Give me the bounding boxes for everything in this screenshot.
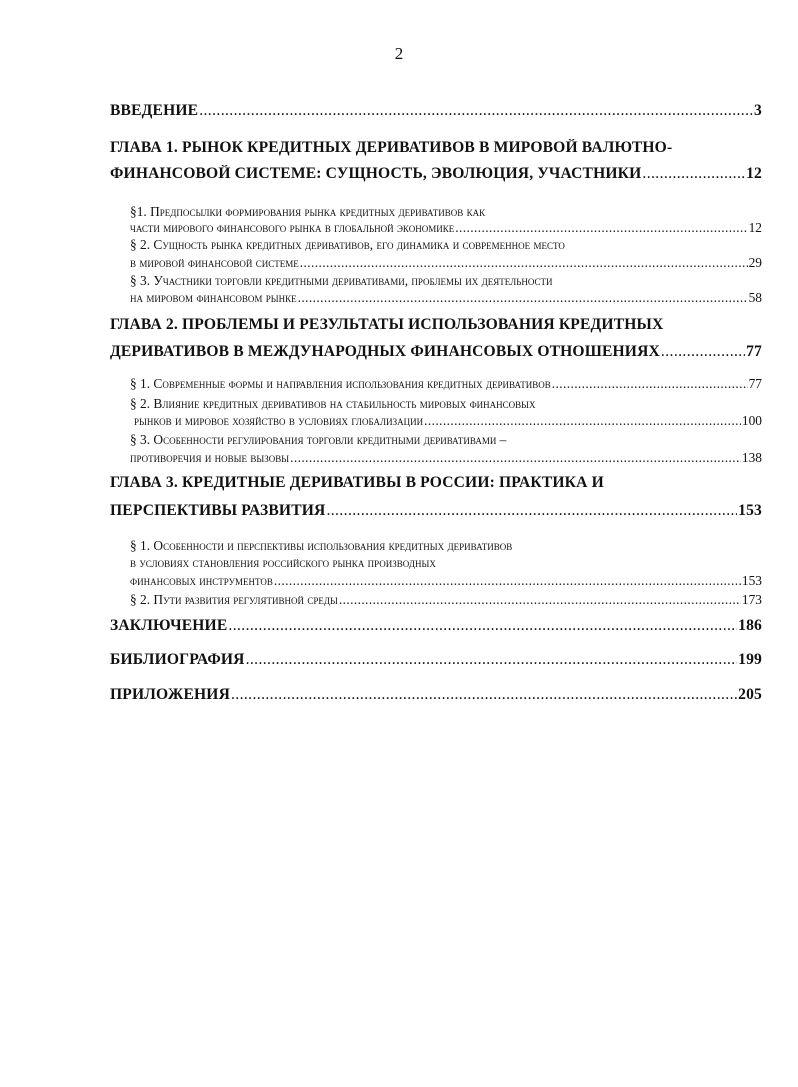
dot-leader xyxy=(231,686,737,704)
toc-section-2-2-line-2 xyxy=(110,413,762,429)
toc-page-number: 3 xyxy=(754,102,762,119)
toc-entry-title: противоречия и новые вызовы xyxy=(130,450,290,465)
dot-leader xyxy=(424,413,741,429)
toc-entry-title: § 1. Современные формы и направления использования кредитных деривативов xyxy=(130,376,551,391)
toc-entry-title: финансовых инструментов xyxy=(130,573,273,588)
toc-page-number: 58 xyxy=(748,290,762,305)
toc-section-3-1-line-3 xyxy=(110,573,762,589)
dot-leader xyxy=(339,592,741,608)
toc-page-number: 199 xyxy=(738,651,762,668)
dot-leader xyxy=(290,450,741,466)
toc-page-number: 173 xyxy=(741,592,762,607)
toc-page-number: 29 xyxy=(748,255,762,270)
page-number: 2 xyxy=(394,44,404,63)
toc-page-number: 77 xyxy=(746,343,762,360)
dot-leader xyxy=(300,255,748,271)
toc-page-number: 205 xyxy=(738,686,762,703)
dot-leader xyxy=(246,651,738,669)
dot-leader xyxy=(642,165,745,183)
toc-section-1-3-line-1 xyxy=(110,273,762,289)
toc-chapter-1-title-line-2 xyxy=(110,165,762,183)
toc-entry-title: § 3. Участники торговли кредитными деривативами, проблемы их деятельности xyxy=(130,273,553,288)
toc-entry-title: ДЕРИВАТИВОВ В МЕЖДУНАРОДНЫХ ФИНАНСОВЫХ ОТНОШЕНИЯХ xyxy=(110,343,660,360)
toc-page-number: 138 xyxy=(741,450,762,465)
dot-leader xyxy=(455,220,747,236)
toc-chapter-3-title-line-1 xyxy=(110,474,762,492)
dot-leader xyxy=(661,343,745,361)
toc-entry-title: ГЛАВА 2. ПРОБЛЕМЫ И РЕЗУЛЬТАТЫ ИСПОЛЬЗОВАНИЯ КРЕДИТНЫХ xyxy=(110,316,664,333)
dot-leader xyxy=(298,290,748,306)
toc-entry-title: ЗАКЛЮЧЕНИЕ xyxy=(110,617,228,634)
toc-chapter-3-title-line-2 xyxy=(110,502,762,520)
toc-chapter-1-title-line-1 xyxy=(110,139,762,157)
toc-entry-title: на мировом финансовом рынке xyxy=(130,290,297,305)
toc-section-3-1-line-1 xyxy=(110,538,762,554)
toc-entry-title: ГЛАВА 1. РЫНОК КРЕДИТНЫХ ДЕРИВАТИВОВ В МИРОВОЙ ВАЛЮТНО- xyxy=(110,139,673,156)
dot-leader xyxy=(274,573,741,589)
toc-entry-title: § 1. Особенности и перспективы использования кредитных деривативов xyxy=(130,538,513,553)
toc-entry-appendices xyxy=(110,686,762,704)
toc-entry-title: §1. Предпосылки формирования рынка кредитных деривативов как xyxy=(130,204,486,219)
toc-section-3-2 xyxy=(110,592,762,608)
toc-section-2-3-line-1 xyxy=(110,432,762,448)
toc-chapter-2-title-line-1 xyxy=(110,316,762,334)
toc-chapter-2-title-line-2 xyxy=(110,343,762,361)
toc-section-1-3-line-2 xyxy=(110,290,762,306)
toc-entry-conclusion xyxy=(110,617,762,635)
toc-entry-intro xyxy=(110,102,762,120)
toc-section-2-1 xyxy=(110,376,762,392)
toc-entry-title: ВВЕДЕНИЕ xyxy=(110,102,199,119)
dot-leader xyxy=(326,502,737,520)
toc-entry-title: в условиях становления российского рынка производных xyxy=(130,555,436,570)
toc-section-2-3-line-2 xyxy=(110,450,762,466)
toc-page-number: 100 xyxy=(741,413,762,428)
toc-section-1-2-line-1 xyxy=(110,237,762,253)
toc-page-number: 77 xyxy=(748,376,762,391)
toc-entry-title: § 2. Сущность рынка кредитных деривативов, его динамика и современное место xyxy=(130,237,565,252)
toc-section-1-2-line-2 xyxy=(110,255,762,271)
toc-page-number: 12 xyxy=(746,165,762,182)
toc-page-number: 153 xyxy=(738,502,762,519)
toc-entry-title: в мировой финансовой системе xyxy=(130,255,299,270)
toc-entry-title: § 2. Влияние кредитных деривативов на стабильность мировых финансовых xyxy=(130,396,536,411)
toc-section-1-1-line-2 xyxy=(110,220,762,236)
toc-entry-title: БИБЛИОГРАФИЯ xyxy=(110,651,245,668)
toc-page-number: 186 xyxy=(738,617,762,634)
toc-entry-title: § 3. Особенности регулирования торговли кредитными деривативами – xyxy=(130,432,507,447)
toc-entry-bibliography xyxy=(110,651,762,669)
toc-section-3-1-line-2 xyxy=(110,555,762,571)
toc-page-number: 12 xyxy=(748,220,762,235)
toc-entry-title: ПРИЛОЖЕНИЯ xyxy=(110,686,230,703)
toc-page-number: 153 xyxy=(741,573,762,588)
toc-section-1-1-line-1 xyxy=(110,204,762,220)
toc-entry-title: рынков и мировое хозяйство в условиях глобализации xyxy=(134,413,424,428)
toc-section-2-2-line-1 xyxy=(110,396,762,412)
toc-entry-title: ГЛАВА 3. КРЕДИТНЫЕ ДЕРИВАТИВЫ В РОССИИ: ПРАКТИКА И xyxy=(110,474,604,491)
dot-leader xyxy=(199,102,753,120)
toc-entry-title: § 2. Пути развития регулятивной среды xyxy=(130,592,338,607)
dot-leader xyxy=(228,617,737,635)
toc-entry-title: части мирового финансового рынка в глобальной экономике xyxy=(130,220,455,235)
dot-leader xyxy=(552,376,748,392)
toc-entry-title: ПЕРСПЕКТИВЫ РАЗВИТИЯ xyxy=(110,502,326,519)
toc-entry-title: ФИНАНСОВОЙ СИСТЕМЕ: СУЩНОСТЬ, ЭВОЛЮЦИЯ, УЧАСТНИКИ xyxy=(110,165,642,182)
